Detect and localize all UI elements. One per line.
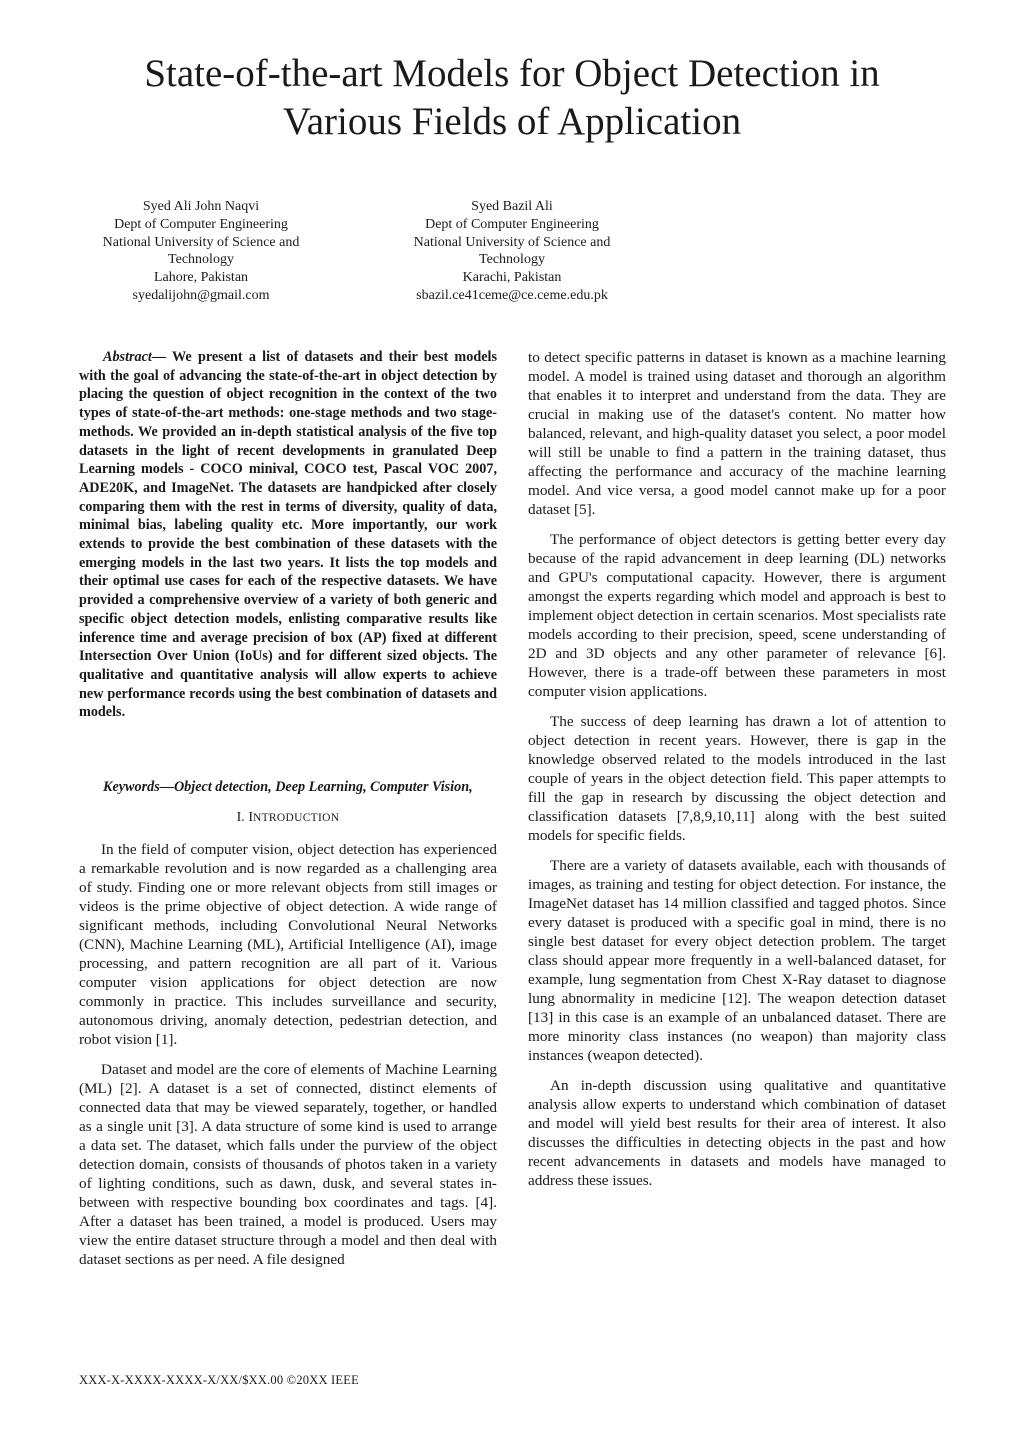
author-email: syedalijohn@gmail.com bbox=[132, 287, 270, 303]
section-number: I. bbox=[236, 810, 245, 826]
author-location: Lahore, Pakistan bbox=[153, 270, 249, 286]
author-affiliation-cont: Technology bbox=[168, 252, 234, 268]
author-affiliation-cont: Technology bbox=[479, 252, 545, 268]
body-paragraph: The success of deep learning has drawn a lot of attention to object detection in recent years. However, there is gap in the knowledge observed related to the models introduced in the last couple of years in the object detection field. This paper attempts to fill the gap in research by discussing the object detection and classification datasets [7,8,9,10,11] along with the best suited models for specific fields. bbox=[528, 713, 946, 844]
author-name: Syed Bazil Ali bbox=[471, 199, 553, 214]
body-paragraph: There are a variety of datasets available, each with thousands of images, as training and testing for object detection. For instance, the ImageNet dataset has 14 million classified and tagged photos. Since every dataset is produced with a specific goal in mind, there is no single best dataset for every object detection problem. The target class should appear more frequently in a well-balanced dataset, for example, lung segmentation from Chest X-Ray dataset to diagnose lung abnormality in medicine [12]. The weapon detection dataset [13] in this case is an example of an unbalanced dataset. There are more minority class instances (no weapon) than majority class instances (weapon detected). bbox=[528, 857, 946, 1064]
body-paragraph: Dataset and model are the core of elements of Machine Learning (ML) [2]. A dataset is a set of connected, distinct elements of connected data that may be viewed separately, together, or handled as a single unit [3]. A data structure of some kind is used to arrange a data set. The dataset, which falls under the purview of the object detection domain, consists of thousands of photos taken in a variety of lighting conditions, such as dawn, dusk, and several states in-between with respective bounding box coordinates and tags. [4]. After a dataset has been trained, a model is produced. Users may view the entire dataset structure through a model and then deal with dataset sections as per need. A file designed bbox=[79, 1061, 497, 1269]
abstract bbox=[79, 348, 497, 722]
keywords: Keywords—Object detection, Deep Learning, Computer Vision, bbox=[103, 779, 473, 796]
author-email: sbazil.ce41ceme@ce.ceme.edu.pk bbox=[416, 287, 608, 303]
body-paragraph: to detect specific patterns in dataset is known as a machine learning model. A model is trained using dataset and thorough an algorithm that enables it to interpret and understand from the data. They are crucial in making use of the dataset's content. No matter how balanced, relevant, and high-quality dataset you select, a poor model will still be unable to find a pattern in the training dataset, thus affecting the performance and accuracy of the machine learning model. And vice versa, a good model cannot make up for a poor dataset [5]. bbox=[528, 349, 946, 518]
body-paragraph: An in-depth discussion using qualitative and quantitative analysis allow experts to understand which combination of dataset and model will yield best results for their area of interest. It also discusses the difficulties in detecting objects in the past and how recent advancements in datasets and models have managed to address these issues. bbox=[528, 1077, 946, 1189]
abstract-label: Abstract bbox=[103, 349, 152, 365]
paper-title: State-of-the-art Models for Object Detection in Various Fields of Application bbox=[144, 52, 880, 143]
abstract-body: — We present a list of datasets and their best models with the goal of advancing the state-of-the-art in object detection by placing the question of object recognition in the context of the two types of state-of-the-art methods: one-stage methods and two stage-methods. We provided an in-depth statistical analysis of the five top datasets in the light of recent developments in granulated Deep Learning models - COCO minival, COCO test, Pascal VOC 2007, ADE20K, and ImageNet. The datasets are handpicked after closely comparing them with the rest in terms of diversity, quality of data, minimal bias, labeling quality etc. More importantly, our work extends to provide the best combination of these datasets with the emerging models in the last two years. It lists the top models and their optimal use cases for each of the respective datasets. We have provided a comprehensive overview of a variety of both generic and specific object detection models, enlisting comparative results like inference time and average precision of box (AP) fixed at different Intersection Over Union (IoUs) and for different sized objects. The qualitative and quantitative analysis will allow experts to achieve new performance records using the best combination of datasets and models. bbox=[79, 349, 497, 721]
section-title-initial: I bbox=[248, 810, 253, 826]
author-department: Dept of Computer Engineering bbox=[114, 216, 288, 232]
author-department: Dept of Computer Engineering bbox=[425, 216, 599, 232]
section-title-rest: NTRODUCTION bbox=[252, 812, 340, 825]
copyright-footer: XXX-X-XXXX-XXXX-X/XX/$XX.00 ©20XX IEEE bbox=[79, 1373, 359, 1387]
author-affiliation: National University of Science and bbox=[102, 234, 300, 250]
author-location: Karachi, Pakistan bbox=[462, 270, 562, 286]
body-paragraph: The performance of object detectors is getting better every day because of the rapid advancement in deep learning (DL) networks and GPU's computational capacity. However, there is argument amongst the experts regarding which model and approach is best to implement object detection in certain scenarios. Most specialists rate models according to their precision, speed, scene understanding of 2D and 3D objects and any other parameter of relevance [6]. However, there is a trade-off between these parameters in most computer vision applications. bbox=[528, 531, 946, 700]
author-affiliation: National University of Science and bbox=[413, 234, 611, 250]
author-block-2 bbox=[382, 198, 642, 305]
left-column bbox=[79, 348, 497, 1280]
right-column bbox=[528, 348, 946, 1201]
author-block-1 bbox=[71, 198, 331, 305]
author-name: Syed Ali John Naqvi bbox=[142, 199, 260, 214]
body-paragraph: In the field of computer vision, object detection has experienced a remarkable revolution and is now regarded as a challenging area of study. Finding one or more relevant objects from still images or videos is the prime objective of object detection. A wide range of significant methods, including Convolutional Neural Networks (CNN), Machine Learning (ML), Artificial Intelligence (AI), image processing, and pattern recognition are all part of it. Various computer vision applications for object detection are now commonly in practice. This includes surveillance and security, autonomous driving, anomaly detection, pedestrian detection, and robot vision [1]. bbox=[79, 841, 497, 1049]
section-heading-introduction bbox=[79, 808, 497, 828]
